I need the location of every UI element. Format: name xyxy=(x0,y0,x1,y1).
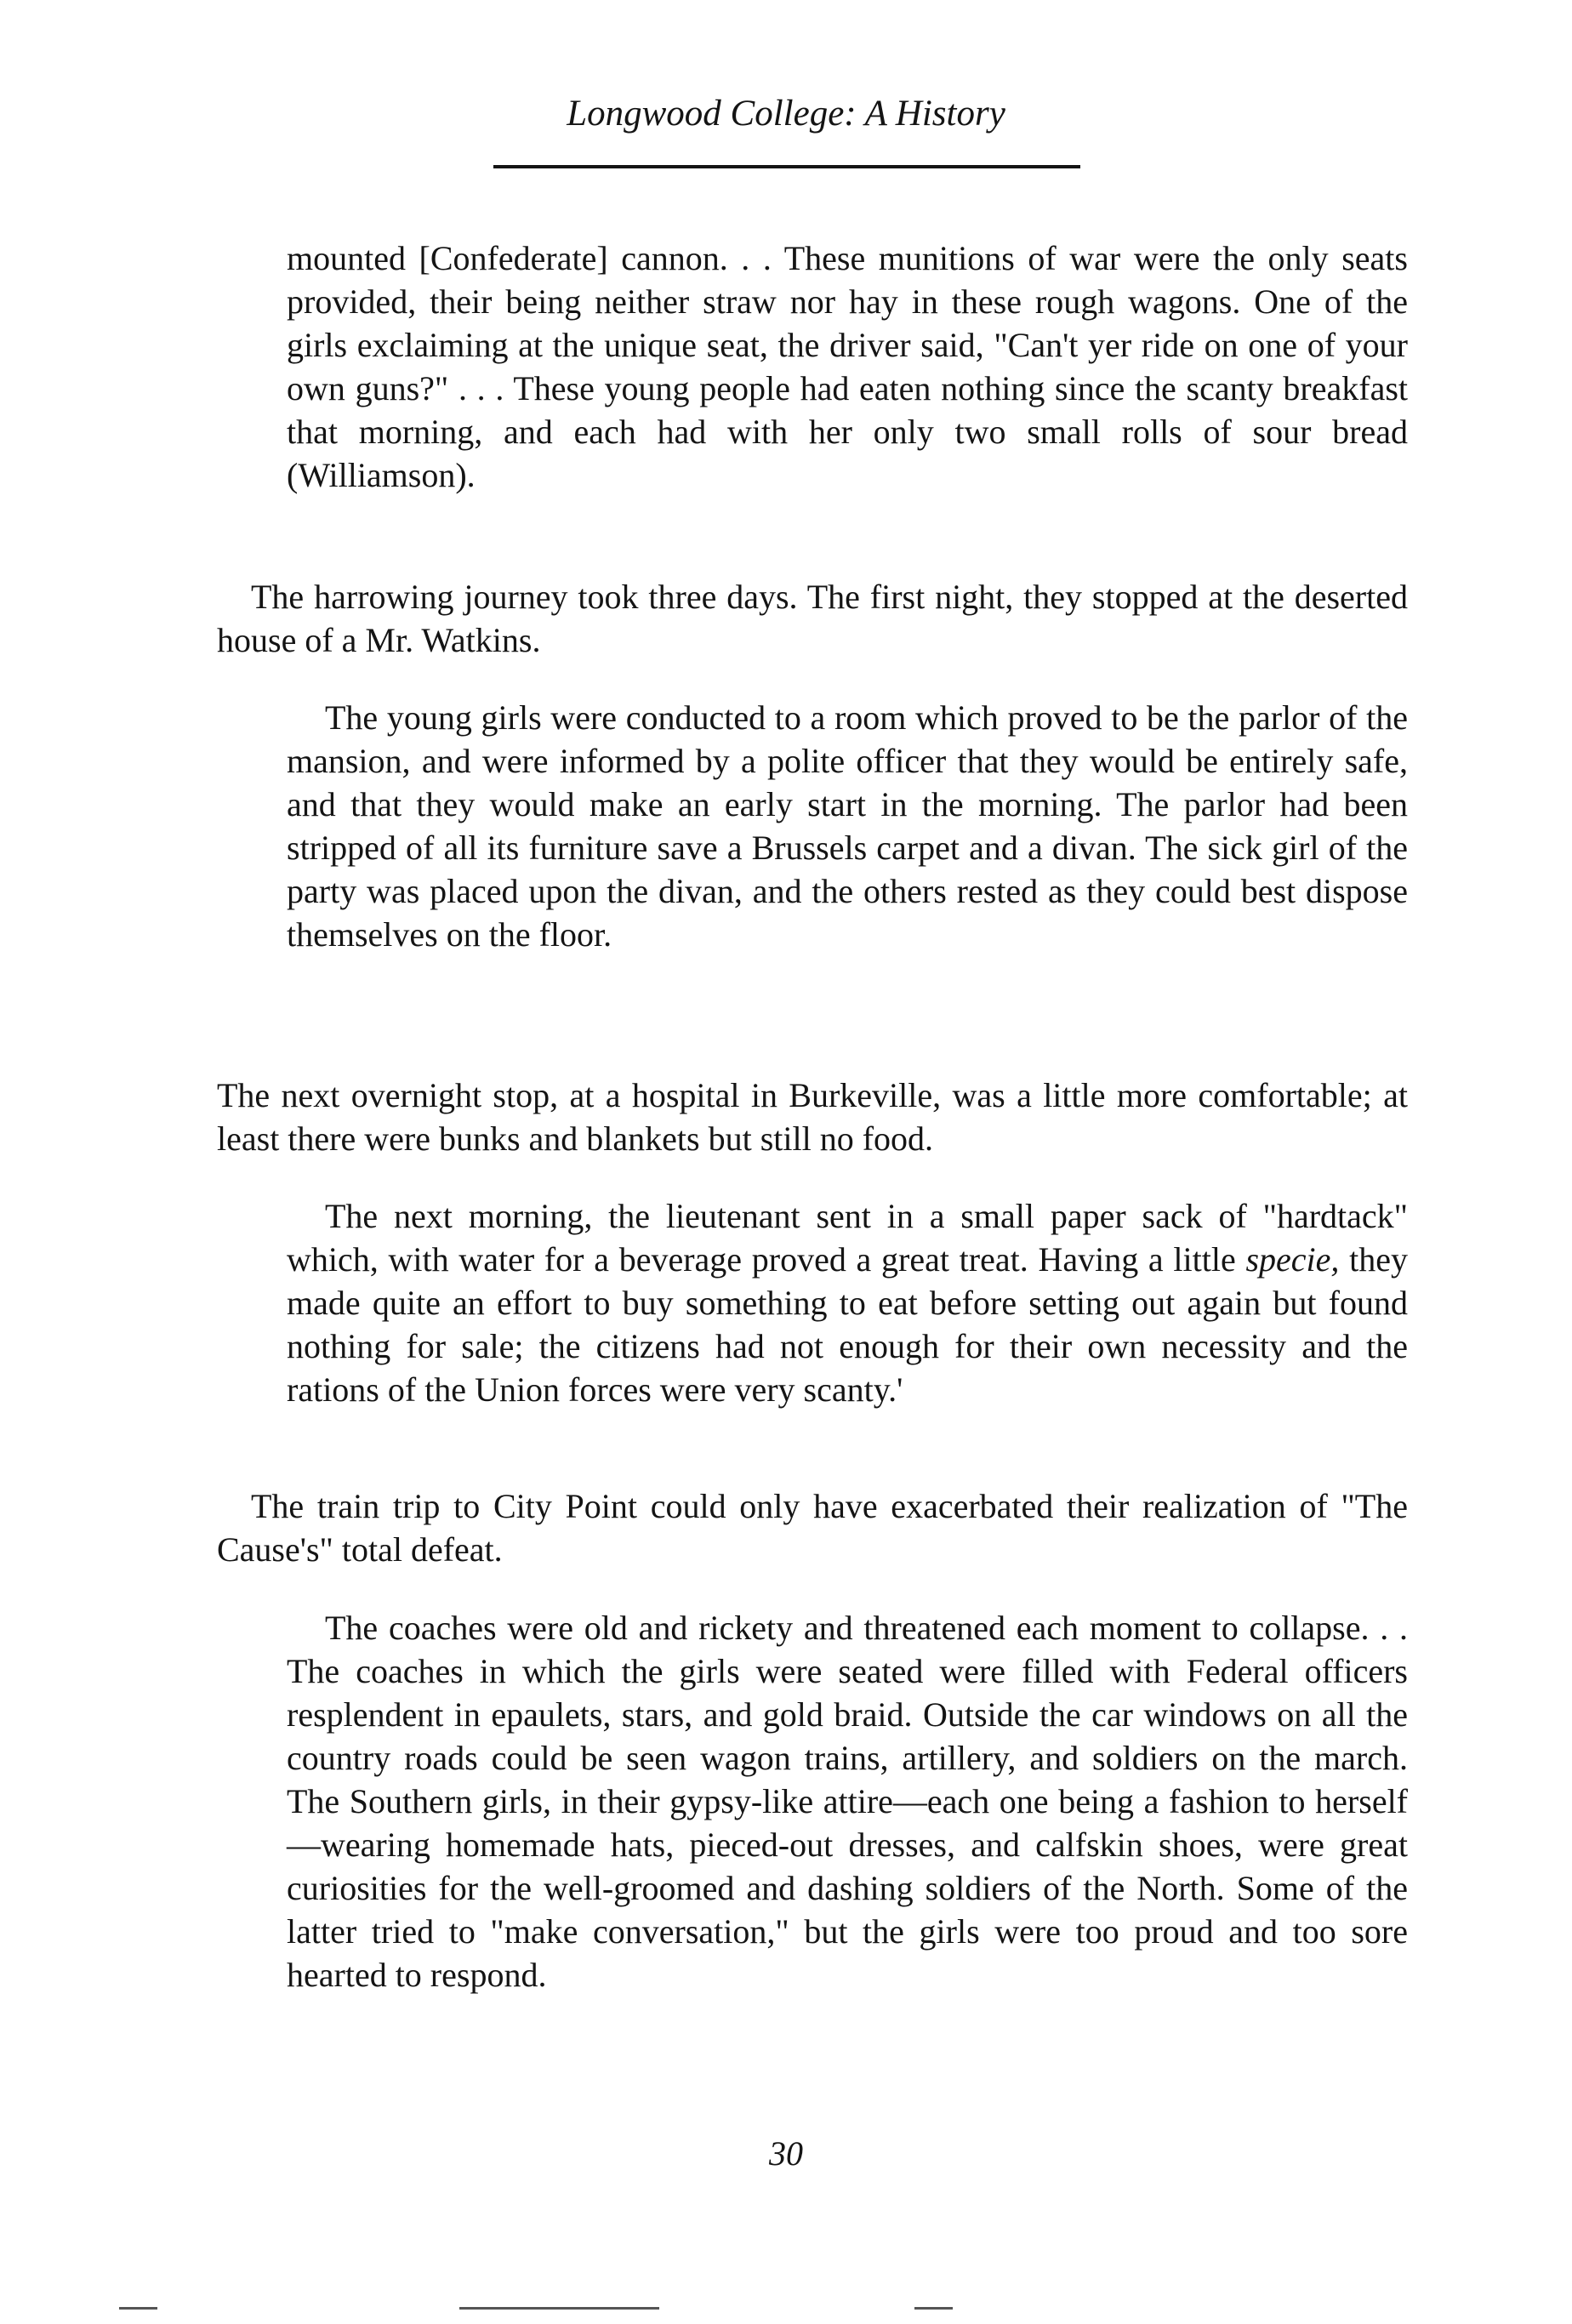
body-paragraph-journey: The harrowing journey took three days. The first night, they stopped at the deserted house of a Mr. Watkins. xyxy=(217,578,1408,659)
body-paragraph-burkeville: The next overnight stop, at a hospital in Burkeville, was a little more comfortable; at least there were bunks and blankets but still no food. xyxy=(217,1076,1408,1158)
block-quote-coaches: The coaches were old and rickety and threatened each moment to collapse. . . The coaches in which the girls were seated were filled with Federal officers resplendent in epaulets, stars, and gold braid. Outside the car windows on all the country roads could be seen wagon trains, artillery, and soldiers on the march. The Southern girls, in their gypsy-like attire—each one being a fashion to herself—wearing homemade hats, pieced-out dresses, and calfskin shoes, were great curiosities for the well-groomed and dashing soldiers of the North. Some of the latter tried to "make conversation," but the girls were too proud and too sore hearted to respond. xyxy=(287,1609,1408,1994)
italic-specie: specie, xyxy=(1245,1240,1340,1279)
hardtack-text-start: The next morning, the lieutenant sent in a small paper sack of "hardtack" which, with water for a beverage proved a great treat. Having a little xyxy=(287,1197,1408,1279)
hardtack-text-end: they made quite an effort to buy something to eat before setting out again but found nothing for sale; the citizens had not enough for their own necessity and the rations of the Union forces were very scanty.' xyxy=(287,1240,1408,1409)
scan-edge-mark-left xyxy=(119,2307,157,2310)
page-number: 30 xyxy=(769,2134,803,2173)
block-quote-hardtack xyxy=(287,1194,1408,1411)
running-head-title: Longwood College: A History xyxy=(567,94,1005,134)
block-quote-cannon: mounted [Confederate] cannon. . . These munitions of war were the only seats provided, their being neither straw nor hay in these rough wagons. One of the girls exclaiming at the unique seat, the driver said, "Can't yer ride on one of your own guns?" . . . These young people had eaten nothing since the scanty breakfast that morning, and each had with her only two small rolls of sour bread (Williamson). xyxy=(287,239,1408,494)
header-rule xyxy=(493,165,1080,168)
scan-edge-mark-right xyxy=(914,2307,953,2310)
block-quote-parlor: The young girls were conducted to a room which proved to be the parlor of the mansion, and were informed by a polite officer that they would be entirely safe, and that they would make an early start in the morning. The parlor had been stripped of all its furniture save a Brussels carpet and a divan. The sick girl of the party was placed upon the divan, and the others rested as they could best dispose themselves on the floor. xyxy=(287,698,1408,954)
scan-edge-mark-center xyxy=(459,2307,659,2310)
body-paragraph-city-point: The train trip to City Point could only have exacerbated their realization of "The Cause's" total defeat. xyxy=(217,1487,1408,1569)
